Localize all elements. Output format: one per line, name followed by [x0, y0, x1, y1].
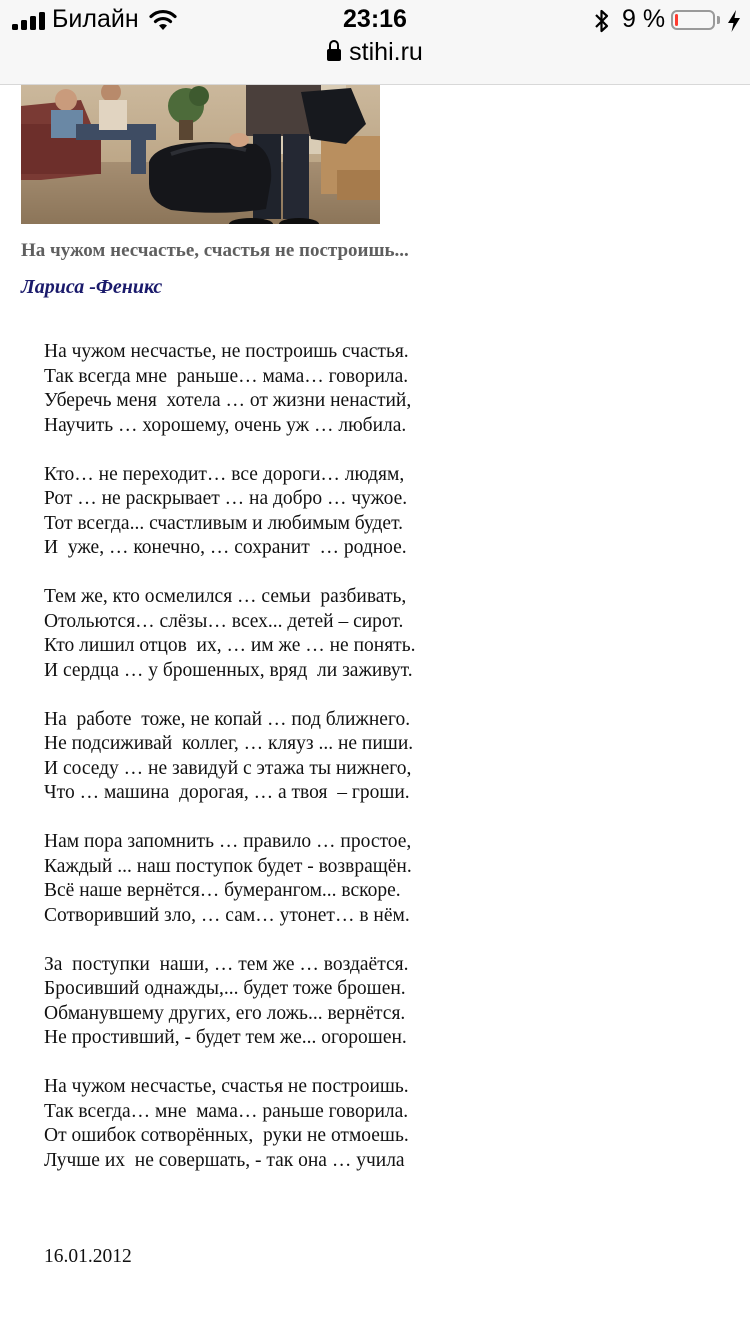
- poem-stanza: [44, 830, 734, 928]
- charging-bolt-icon: [727, 9, 741, 33]
- poem-line: От ошибок сотворённых, руки не отмоешь.: [44, 1125, 409, 1146]
- bluetooth-icon: [593, 8, 611, 34]
- poem-line: Не простивший, - будет тем же... огорошен.: [44, 1027, 407, 1048]
- poem-line: Кто… не переходит… все дороги… людям,: [44, 463, 405, 485]
- battery-cap: [717, 16, 720, 24]
- status-bar: [0, 0, 750, 40]
- poem-line: Отольются… слёзы… всех... детей – сирот.: [44, 610, 404, 632]
- battery-icon: [671, 10, 715, 30]
- carrier-name: Билайн: [52, 5, 139, 33]
- poem-line: Бросивший однажды,... будет тоже брошен.: [44, 978, 406, 999]
- poem-line: Кто лишил отцов их, … им же … не понять.: [44, 635, 416, 656]
- poem-illustration-image: [21, 84, 380, 224]
- lock-icon: [327, 40, 341, 62]
- poem-line: Тот всегда... счастливым и любимым будет.: [44, 512, 404, 534]
- poem-stanza: [44, 953, 734, 1051]
- battery-level-fill: [675, 14, 678, 26]
- poem-line: Обманувшему других, его ложь... вернётся.: [44, 1002, 406, 1024]
- url-domain: stihi.ru: [349, 38, 423, 66]
- browser-top-bar: [0, 0, 750, 85]
- poem-line: Тем же, кто осмелился … семьи разбивать,: [44, 586, 407, 607]
- poem-line: Каждый ... наш поступок будет - возвращён.: [44, 855, 412, 877]
- poem-line: Лучше их не совершать, - так она … учила: [44, 1149, 405, 1171]
- poem-stanza: [44, 463, 734, 561]
- poem-line: И уже, … конечно, … сохранит … родное.: [44, 537, 407, 558]
- poem-line: Всё наше вернётся… бумерангом... вскоре.: [44, 880, 401, 901]
- poem-line: Научить … хорошему, очень уж … любила.: [44, 414, 407, 436]
- poem-line: Так всегда… мне мама… раньше говорила.: [44, 1100, 409, 1122]
- poem-line: Уберечь меня хотела … от жизни ненастий,: [44, 390, 412, 411]
- poem-line: Сотворивший зло, … сам… утонет… в нём.: [44, 904, 410, 926]
- poem-line: Не подсиживай коллег, … кляуз ... не пиши.: [44, 733, 414, 754]
- poem-stanza: [44, 708, 734, 806]
- poem-stanza: [44, 1075, 734, 1173]
- publication-date: 16.01.2012: [44, 1246, 132, 1267]
- poem-line: На чужом несчастье, не построишь счастья.: [44, 341, 409, 362]
- poem-body: [44, 340, 734, 1198]
- poem-stanza: [44, 340, 734, 438]
- poem-line: Нам пора запомнить … правило … простое,: [44, 831, 412, 852]
- footer-text-cut-off: [16, 1326, 296, 1334]
- poem-line: И соседу … не завидуй с этажа ты нижнего,: [44, 757, 412, 779]
- poem-line: На работе тоже, не копай … под ближнего.: [44, 708, 411, 730]
- poem-line: Что … машина дорогая, … а твоя – гроши.: [44, 782, 410, 803]
- poem-stanza: [44, 585, 734, 683]
- poem-title: На чужом несчастье, счастья не построишь...: [21, 240, 409, 261]
- battery-percent: 9 %: [622, 5, 666, 33]
- poem-line: На чужом несчастье, счастья не построишь.: [44, 1076, 409, 1097]
- poem-line: За поступки наши, … тем же … воздаётся.: [44, 953, 409, 975]
- poem-line: Рот … не раскрывает … на добро … чужое.: [44, 488, 408, 509]
- clock: 23:16: [343, 5, 407, 33]
- poem-line: И сердца … у брошенных, вряд ли заживут.: [44, 659, 413, 681]
- address-bar[interactable]: [0, 38, 750, 74]
- poem-line: Так всегда мне раньше… мама… говорила.: [44, 365, 409, 387]
- poem-author-link[interactable]: Лариса -Феникс: [21, 276, 163, 298]
